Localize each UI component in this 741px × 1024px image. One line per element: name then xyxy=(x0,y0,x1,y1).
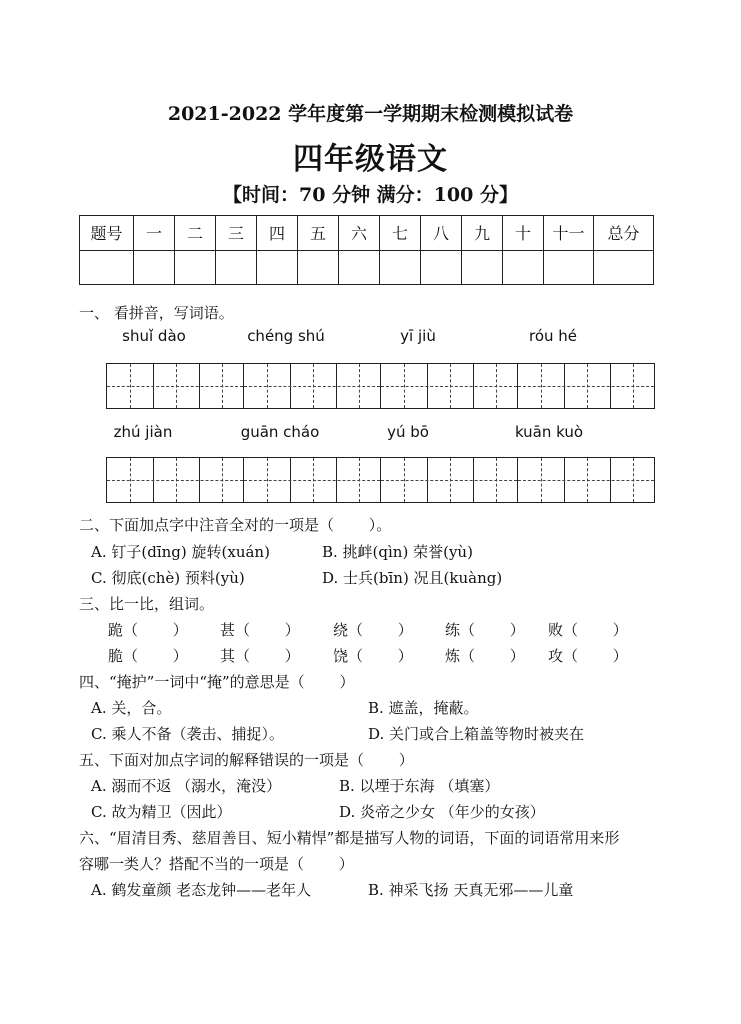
q5-title: 五、下面对加点字词的解释错误的一项是（ ） xyxy=(79,751,414,769)
pinyin-label: kuān kuò xyxy=(514,423,584,441)
score-blank-cell[interactable] xyxy=(544,250,594,285)
q4-title: 四、“掩护”一词中“掩”的意思是（ ） xyxy=(79,673,355,691)
score-blank-cell[interactable] xyxy=(298,250,339,285)
q5-option-b[interactable]: B. 以堙于东海 （填塞） xyxy=(339,777,500,795)
score-blank-cell[interactable] xyxy=(421,250,462,285)
q5-option-d[interactable]: D. 炎帝之少女 （年少的女孩） xyxy=(339,803,545,821)
writing-grid[interactable] xyxy=(106,457,244,503)
q4-option-d[interactable]: D. 关门或合上箱盖等物时被夹在 xyxy=(368,725,585,743)
score-header-cell: 十 xyxy=(503,216,544,251)
score-blank-cell[interactable] xyxy=(594,250,654,285)
q3-item[interactable]: 脆（ ） xyxy=(108,647,188,665)
score-header-cell: 一 xyxy=(134,216,175,251)
score-header-cell: 十一 xyxy=(544,216,594,251)
writing-grid[interactable] xyxy=(380,457,518,503)
score-header-cell: 八 xyxy=(421,216,462,251)
time-info: 【时间：70 分钟 满分：100 分】 xyxy=(223,184,518,206)
pinyin-label: zhú jiàn xyxy=(113,423,173,441)
pinyin-label: chéng shú xyxy=(247,327,325,345)
score-header-cell: 二 xyxy=(175,216,216,251)
q2-option-d[interactable]: D. 士兵(bīn) 况且(kuàng) xyxy=(322,569,503,587)
score-blank-cell[interactable] xyxy=(216,250,257,285)
score-header-cell: 五 xyxy=(298,216,339,251)
q3-item[interactable]: 其（ ） xyxy=(220,647,300,665)
q6-title-line1: 六、“眉清目秀、慈眉善目、短小精悍”都是描写人物的词语，下面的词语常用来形 xyxy=(79,829,620,847)
q2-option-a[interactable]: A. 钉子(dīng) 旋转(xuán) xyxy=(91,543,270,561)
q4-option-b[interactable]: B. 遮盖，掩蔽。 xyxy=(368,699,479,717)
writing-grid[interactable] xyxy=(517,457,655,503)
writing-grid[interactable] xyxy=(517,363,655,409)
q3-title: 三、比一比，组词。 xyxy=(79,595,215,613)
q5-option-c[interactable]: C. 故为精卫（因此） xyxy=(91,803,232,821)
score-table xyxy=(79,215,654,285)
score-blank-cell[interactable] xyxy=(462,250,503,285)
exam-subtitle: 四年级语文 xyxy=(293,142,448,177)
score-header-cell: 总分 xyxy=(594,216,654,251)
exam-title: 2021-2022 学年度第一学期期末检测模拟试卷 xyxy=(167,103,574,125)
q3-item[interactable]: 绕（ ） xyxy=(333,621,413,639)
q3-item[interactable]: 甚（ ） xyxy=(220,621,300,639)
writing-grid[interactable] xyxy=(380,363,518,409)
q3-item[interactable]: 跪（ ） xyxy=(108,621,188,639)
q3-item[interactable]: 练（ ） xyxy=(445,621,525,639)
score-blank-cell[interactable] xyxy=(257,250,298,285)
score-header-cell: 四 xyxy=(257,216,298,251)
pinyin-label: guān cháo xyxy=(240,423,320,441)
q3-item[interactable]: 饶（ ） xyxy=(333,647,413,665)
score-header-cell: 六 xyxy=(339,216,380,251)
q2-option-b[interactable]: B. 挑衅(qìn) 荣誉(yù) xyxy=(322,543,473,561)
q1-title: 一、 看拼音，写词语。 xyxy=(79,304,234,322)
score-table-blank-row xyxy=(80,250,654,285)
pinyin-label: shuǐ dào xyxy=(122,327,186,345)
score-blank-cell[interactable] xyxy=(339,250,380,285)
q2-option-c[interactable]: C. 彻底(chè) 预料(yù) xyxy=(91,569,245,587)
q3-item[interactable]: 炼（ ） xyxy=(445,647,525,665)
score-header-cell: 七 xyxy=(380,216,421,251)
score-header-cell: 题号 xyxy=(80,216,134,251)
writing-grid[interactable] xyxy=(243,363,381,409)
score-blank-cell[interactable] xyxy=(380,250,421,285)
q4-option-a[interactable]: A. 关，合。 xyxy=(91,699,172,717)
writing-grid[interactable] xyxy=(243,457,381,503)
q2-title: 二、下面加点字中注音全对的一项是（ ）。 xyxy=(79,516,392,534)
score-blank-cell[interactable] xyxy=(175,250,216,285)
pinyin-label: róu hé xyxy=(528,327,578,345)
q3-item[interactable]: 败（ ） xyxy=(548,621,628,639)
score-header-cell: 三 xyxy=(216,216,257,251)
score-blank-cell[interactable] xyxy=(80,250,134,285)
score-blank-cell[interactable] xyxy=(503,250,544,285)
q3-item[interactable]: 攻（ ） xyxy=(548,647,628,665)
score-blank-cell[interactable] xyxy=(134,250,175,285)
score-header-cell: 九 xyxy=(462,216,503,251)
pinyin-label: yú bō xyxy=(387,423,429,441)
q4-option-c[interactable]: C. 乘人不备（袭击、捕捉）。 xyxy=(91,725,284,743)
writing-grid[interactable] xyxy=(106,363,244,409)
q6-title-line2: 容哪一类人？搭配不当的一项是（ ） xyxy=(79,855,354,873)
pinyin-label: yī jiù xyxy=(400,327,436,345)
score-table-header-row xyxy=(80,216,654,251)
q6-option-b[interactable]: B. 神采飞扬 天真无邪——儿童 xyxy=(368,881,574,899)
q6-option-a[interactable]: A. 鹤发童颜 老态龙钟——老年人 xyxy=(91,881,312,899)
q5-option-a[interactable]: A. 溺而不返 （溺水，淹没） xyxy=(91,777,282,795)
